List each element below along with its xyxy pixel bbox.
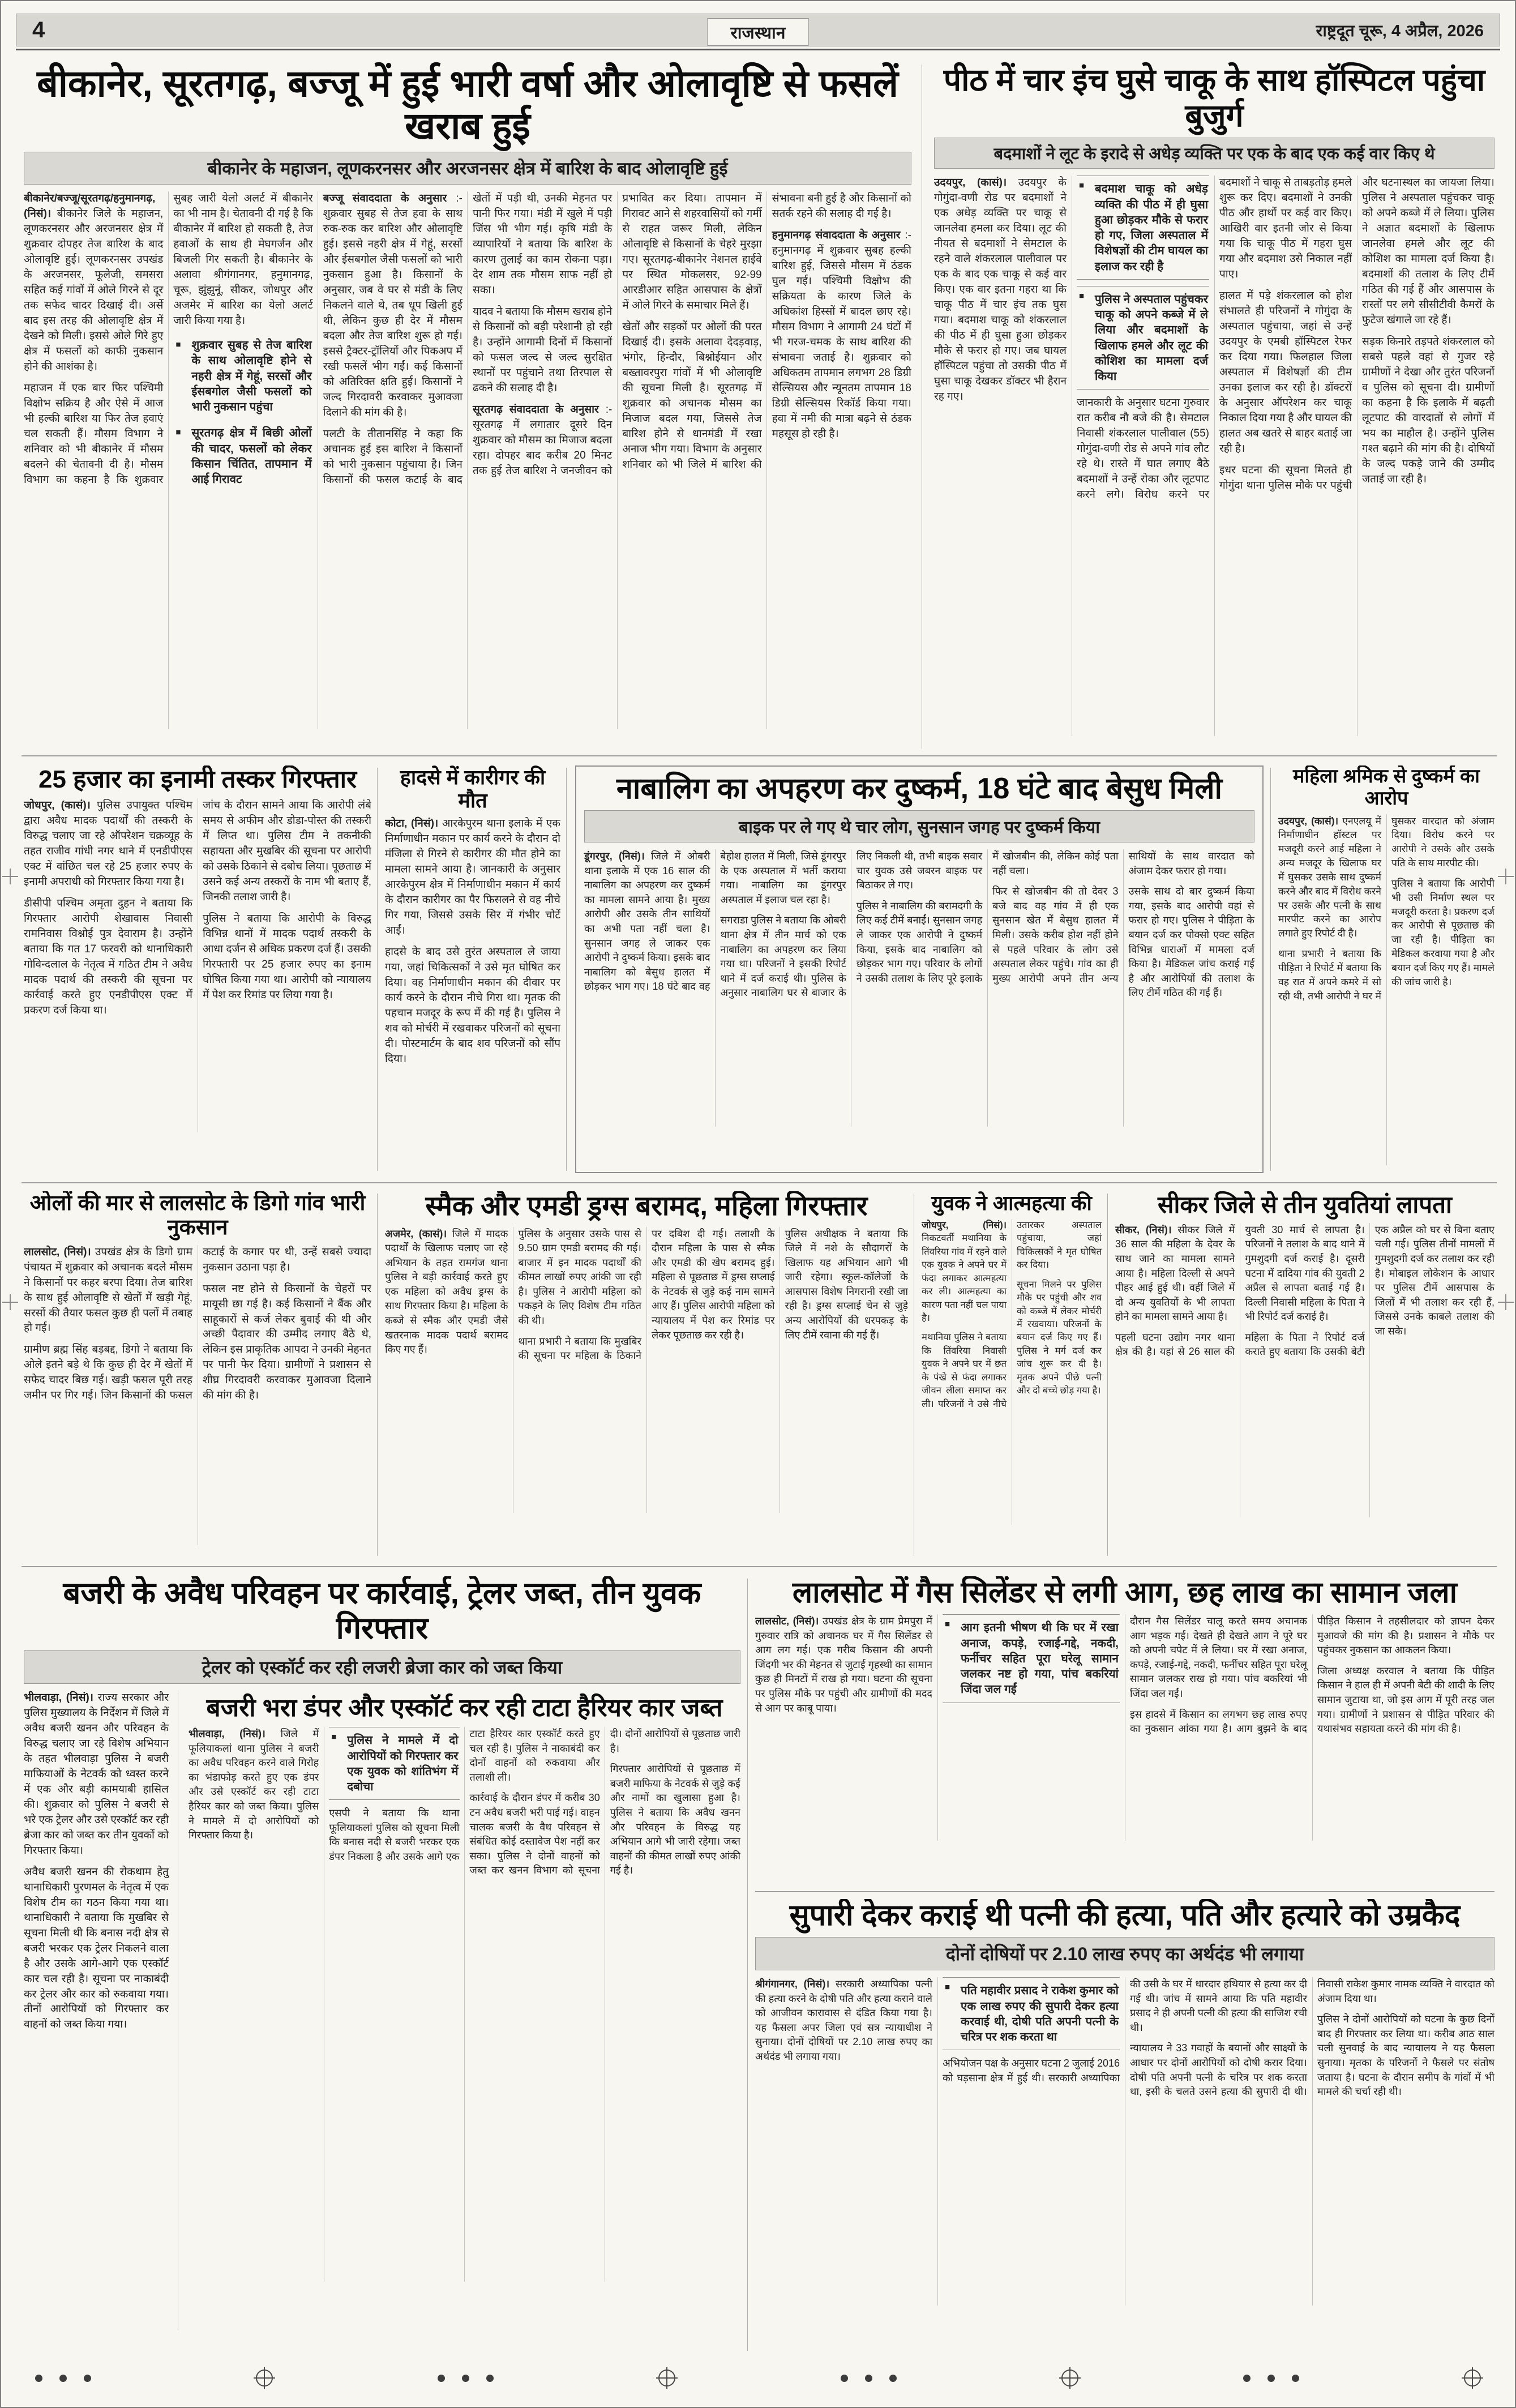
bullet-item: ■ सूरतगढ़ क्षेत्र में बिछी ओलों की चादर, फसलों को लेकर किसान चिंतित, तापमान में आई गिरावट (173, 423, 312, 489)
paragraph-text: :- सूरतगढ़ में लगातार दूसरे दिन शुक्रवार को मौसम का मिजाज बदला रहा। दोपहर बाद करीब 20 मिनट तक हुई तेज बारिश ने जनजीवन को प्रभावित कर दिया। तापमान में गिरावट आने से शहरवासियों को गर्मी से राहत जरूर मिली, लेकिन ओलावृष्टि से किसानों के चेहरे मुरझा गए। सूरतगढ़-बीकानेर नेशनल हाईवे पर स्थित मोकलसर, 92-99 आरडीआर सहित आसपास के क्षेत्रों में ओले गिरने के समाचार मिले हैं। (472, 193, 762, 477)
article-knife (934, 62, 1494, 751)
dateline: भीलवाड़ा, (निसं)। (24, 1692, 93, 1704)
article-hail-body (24, 1245, 371, 1545)
crop-mark-icon (2, 869, 18, 884)
dateline: जोधपुर, (कासं)। (24, 799, 91, 812)
body-paragraph (385, 1227, 508, 1357)
body-paragraph (772, 228, 911, 442)
article-suicide (922, 1191, 1102, 1558)
body-paragraph: थाना प्रभारी ने बताया कि मुखबिर की सूचना पर महिला के ठिकाने पर दबिश दी गई। तलाशी के दौरान महिला के पास से स्मैक और एमडी की खेप बरामद हुई। महिला से पूछताछ में ड्रग्स सप्लाई के नेटवर्क से जुड़े कई नाम सामने आए हैं। पुलिस आरोपी महिला को न्यायालय में पेश कर रिमांड पर लेकर पूछताछ कर रही है। (518, 1227, 775, 1362)
article-kidnap-headline: नाबालिग का अपहरण कर दुष्कर्म, 18 घंटे बाद बेसुध मिली (616, 772, 1222, 805)
dateline: उदयपुर, (कासं)। (1278, 815, 1339, 827)
paragraph-text: सीकर जिले में 36 साल की महिला के देवर के साथ जाने का मामला सामने आया है। महिला दिल्ली से अपने पीहर आई हुई थी। वहीं जिले में दो अन्य युवतियों के भी लापता होने का मामला सामने आया है। (1115, 1224, 1235, 1323)
article-hail (24, 1191, 371, 1558)
paragraph-text: :- शुक्रवार सुबह से तेज हवा के साथ रुक-रुक कर बारिश और ओलावृष्टि हुई। इससे नहरी क्षेत्र में गेहूं, सरसों और ईसबगोल जैसी फसलों को भारी नुकसान हुआ है। किसानों के अनुसार, जब वे घर से मंडी के लिए निकलने वाले थे, तब धूप खिली हुई थी, लेकिन कुछ ही देर में मौसम बदला और तेज बारिश शुरू हो गई। इससे ट्रैक्टर-ट्रॉलियों और पिकअप में रखी फसलें भीग गईं। कई किसानों को अतिरिक्त क्षति हुई। किसानों ने जल्द गिरदावरी करवाकर मुआवजा दिलाने की मांग की है। (323, 193, 462, 419)
paragraph-text: पुलिस उपायुक्त पश्चिम द्वारा अवैध मादक पदार्थों की तस्करी के विरुद्ध चलाए जा रहे ऑपरेशन चक्रव्यूह के तहत राजीव गांधी नगर थाने में एनडीपीएस एक्ट में वांछित चल रहे 25 हजार रुपए के इनामी अपराधी को गिरफ्तार किया गया है। (24, 799, 193, 888)
edition-dateline: राष्ट्रदूत चूरू, 4 अप्रैल, 2026 (1316, 22, 1484, 40)
article-fire-headline: लालसोट में गैस सिलेंडर से लगी आग, छह लाख का सामान जला (792, 1576, 1458, 1609)
body-paragraph: पुलिस ने बताया कि आरोपी के विरुद्ध विभिन्न थानों में मादक पदार्थ तस्करी के आधा दर्जन से अधिक प्रकरण दर्ज हैं। उसकी गिरफ्तारी पर 25 हजार रुपए का इनाम घोषित किया गया था। आरोपी को न्यायालय में पेश कर रिमांड पर लिया गया है। (203, 912, 371, 1001)
article-smuggler (24, 765, 371, 1173)
article-rain-headline: बीकानेर, सूरतगढ़, बज्जू में हुई भारी वर्षा और ओलावृष्टि से फसलें खराब हुई (37, 62, 898, 147)
body-paragraph: हादसे के बाद उसे तुरंत अस्पताल ले जाया गया, जहां चिकित्सकों ने उसे मृत घोषित कर दिया। वह निर्माणाधीन मकान की दीवार पर कार्य करने के दौरान नीचे गिरा था। मृतक की पहचान मजदूर के रूप में की गई है। पुलिस ने शव को मोर्चरी में रखवाकर परिजनों को सूचना दी। पोस्टमार्टम के बाद शव परिजनों को सौंप दिया। (385, 946, 560, 1065)
bullet-item: ■ पुलिस ने अस्पताल पहुंचकर चाकू को अपने कब्जे में ले लिया और बदमाशों के खिलाफ हमले और लूट की कोशिश का मामला दर्ज किया (1077, 286, 1209, 390)
body-paragraph: इधर घटना की सूचना मिलते ही गोगुंदा थाना पुलिस मौके पर पहुंची और घटनास्थल का जायजा लिया। पुलिस ने अस्पताल पहुंचकर चाकू को अपने कब्जे में ले लिया। पुलिस ने अज्ञात बदमाशों के खिलाफ जानलेवा हमले और लूट की कोशिश का मामला दर्ज किया है। बदमाशों की तलाश के लिए टीमें गठित की गई हैं और आसपास के रास्तों पर लगे सीसीटीवी कैमरों के फुटेज खंगाले जा रहे हैं। (1219, 177, 1494, 491)
body-paragraph: सड़क किनारे तड़पते शंकरलाल को सबसे पहले वहां से गुजर रहे ग्रामीणों ने देखा और तुरंत परिजनों व पुलिस को सूचना दी। ग्रामीणों का कहना है कि इलाके में बढ़ती लूटपाट की वारदातों से लोगों में भय का माहौल है। उन्होंने पुलिस गश्त बढ़ाने की मांग की है। दोषियों के जल्द पकड़े जाने की उम्मीद जताई जा रही है। (1362, 336, 1494, 485)
article-hail-headline: ओलों की मार से लालसोट के डिगो गांव भारी नुकसान (29, 1191, 366, 1240)
article-rain-body (24, 191, 911, 729)
paragraph-text: उदयपुर के गोगुंदा-वणी रोड पर बदमाशों ने एक अधेड़ व्यक्ति पर चाकू से जानलेवा हमला कर दिया। लूट की नीयत से बदमाशों ने सेमटाल के रहने वाले शंकरलाल पालीवाल पर एक के बाद एक चाकू से कई वार किए। एक वार इतना गहरा था कि चाकू पीठ में चार इंच तक घुस गया। बदमाश चाकू को शंकरलाल की पीठ में ही घुसा हुआ छोड़कर मौके से फरार हो गए। जब घायल हॉस्पिटल पहुंचा तो उसकी पीठ में घुसा चाकू देखकर डॉक्टर भी हैरान रह गए। (934, 177, 1067, 403)
print-dots-icon (35, 2375, 91, 2382)
article-accident-body (385, 816, 560, 1162)
print-dots-icon (1243, 2375, 1299, 2382)
dateline: सीकर, (निसं)। (1115, 1224, 1172, 1235)
article-kidnap (575, 765, 1264, 1173)
bullet-item: ■ पति महावीर प्रसाद ने राकेश कुमार को एक लाख रुपए की सुपारी देकर हत्या करवाई थी, दोषी पति अपनी पत्नी के चरित्र पर शक करता था (943, 1977, 1120, 2050)
article-gravel-sub-article (189, 1691, 740, 2330)
divider (22, 1182, 1497, 1183)
dateline: बीकानेर/बज्जू/सूरतगढ़/हनुमानगढ़, (निसं)। (24, 193, 156, 220)
article-gravel-sub-body (189, 1727, 740, 2282)
crop-mark-icon (1498, 869, 1514, 884)
registration-mark-icon (1061, 2369, 1078, 2386)
body-paragraph: पुलिस ने बताया कि आरोपी भी उसी निर्माण स्थल पर मजदूरी करता है। प्रकरण दर्ज कर आरोपी से पूछताछ की जा रही है। पीड़िता का मेडिकल करवाया गया है और बयान दर्ज किए गए हैं। मामले की जांच जारी है। (1391, 877, 1494, 987)
body-paragraph: थाना प्रभारी ने बताया कि पीड़िता ने रिपोर्ट में बताया कि वह रात में अपने कमरे में सो रही थी, तभी आरोपी ने घर में घुसकर वारदात को अंजाम दिया। विरोध करने पर आरोपी ने उसके और उसके पति के साथ मारपीट की। (1278, 815, 1494, 1002)
body-paragraph (323, 191, 462, 421)
body-paragraph: यादव ने बताया कि मौसम खराब होने से किसानों को बड़ी परेशानी हो रही है। उन्होंने आगामी दिनों में किसानों को फसल जल्द से जल्द सुरक्षित स्थानों पर पहुंचाने तथा तिरपाल से ढकने की सलाह दी है। (472, 306, 613, 395)
article-labourer-headline: महिला श्रमिक से दुष्कर्म का आरोप (1293, 765, 1480, 809)
article-missing (1115, 1191, 1494, 1558)
article-rain-kicker: बीकानेर के महाजन, लूणकरनसर और अरजनसर क्षेत्र में बारिश के बाद ओलावृष्टि हुई (24, 152, 911, 185)
bullet-item: ■ पुलिस ने मामले में दो आरोपियों को गिरफ्तार कर एक युवक को शांतिभंग में दबोचा (329, 1727, 459, 1800)
body-paragraph (934, 176, 1067, 405)
crop-mark-icon (2, 1294, 18, 1310)
dateline: श्रीगंगानगर, (निसं)। (755, 1978, 830, 1990)
bullet-item: ■ शुक्रवार सुबह से तेज बारिश के साथ ओलावृष्टि होने से नहरी क्षेत्र में गेहूं, सरसों और ईसबगोल जैसी फसलों को भारी नुकसान पहुंचा (173, 335, 312, 417)
correspondent-subhead: बज्जू संवाददाता के अनुसार (323, 193, 447, 205)
masthead-bar (16, 14, 1500, 46)
body-paragraph: पुलिस के अनुसार उसके पास से 9.50 ग्राम एमडी बरामद की गई। बाजार में इन मादक पदार्थों की कीमत लाखों रुपए आंकी जा रही है। पुलिस ने आरोपी महिला को पकड़ने के लिए विशेष टीम गठित की थी। (518, 1227, 641, 1326)
body-paragraph: महिला के पिता ने रिपोर्ट दर्ज कराते हुए बताया कि उसकी बेटी एक अप्रैल को घर से बिना बताए चली गई। पुलिस तीनों मामलों में गुमशुदगी दर्ज कर तलाश कर रही है। मोबाइल लोकेशन के आधार पर पुलिस टीमें आसपास के जिलों में भी तलाश कर रही हैं, जिससे उनके काबले तलाश की जा सके। (1245, 1224, 1494, 1358)
body-paragraph: गिरफ्तार आरोपियों से पूछताछ में बजरी माफिया के नेटवर्क से जुड़े कई और नामों का खुलासा हुआ है। पुलिस ने बताया कि अवैध खनन और परिवहन के विरुद्ध यह अभियान आगे भी जारी रहेगा। जब्त वाहनों की कीमत लाखों रुपए आंकी गई है। (610, 1763, 740, 1876)
dateline: जोधपुर, (निसं)। (922, 1220, 1007, 1231)
body-paragraph (24, 1245, 192, 1337)
article-missing-headline: सीकर जिले से तीन युवतियां लापता (1158, 1191, 1452, 1218)
body-paragraph: कार्रवाई के दौरान डंपर में करीब 30 टन अवैध बजरी भरी पाई गई। वाहन चालक बजरी के वैध परिवहन से संबंधित कोई दस्तावेज पेश नहीं कर सका। पुलिस ने दोनों वाहनों को जब्त कर खनन विभाग को सूचना दी। दोनों आरोपियों से पूछताछ जारी है। (469, 1728, 740, 1876)
dateline: उदयपुर, (कासं)। (934, 177, 1007, 189)
body-paragraph: पहली घटना उद्योग नगर थाना क्षेत्र की है। यहां से 26 साल की युवती 30 मार्च से लापता है। परिजनों ने तलाश के बाद थाने में गुमशुदगी दर्ज कराई है। दूसरी घटना में दादिया गांव की युवती 2 अप्रैल से लापता बताई गई है। दिल्ली निवासी महिला के पिता ने भी रिपोर्ट दर्ज कराई है। (1115, 1224, 1365, 1358)
article-gravel-sub-headline: बजरी भरा डंपर और एस्कॉर्ट कर रही टाटा हैरियर कार जब्त (206, 1694, 723, 1722)
registration-mark-icon (256, 2369, 273, 2386)
divider (377, 1194, 378, 1556)
divider (22, 1566, 1497, 1567)
paragraph-text: :- हनुमानगढ़ में शुक्रवार सुबह हल्की बारिश हुई, जिससे मौसम में ठंडक घुल गई। पश्चिमी विक्षोभ की सक्रियता के कारण जिले के अधिकांश हिस्सों में बादल छाए रहे। मौसम विभाग ने आगामी 24 घंटों में भी गरज-चमक के साथ बारिश की संभावना जताई है। शुक्रवार को अधिकतम तापमान लगभग 28 डिग्री सेल्सियस और न्यूनतम तापमान 18 डिग्री सेल्सियस रिकॉर्ड किया गया। हवा में नमी की मात्रा बढ़ने से ठंडक महसूस हो रही है। (772, 229, 911, 440)
body-paragraph (385, 816, 560, 939)
article-accident-headline: हादसे में कारीगर की मौत (400, 765, 546, 812)
article-labourer (1278, 765, 1494, 1173)
paragraph-text: सरकारी अध्यापिका पत्नी की हत्या करने के दोषी पति और हत्या कराने वाले को आजीवन कारावास से दंडित किया गया है। यह फैसला अपर जिला एवं सत्र न्यायाधीश ने सुनाया। दोनों दोषियों पर 2.10 लाख रुपए का अर्थदंड भी लगाया गया। (755, 1978, 932, 2062)
body-paragraph: एसपी ने बताया कि थाना फूलियाकलां पुलिस को सूचना मिली कि बनास नदी से बजरी भरकर एक डंपर निकला है और उसके आगे एक टाटा हैरियर कार एस्कॉर्ट करते हुए चल रही है। पुलिस ने नाकाबंदी कर दोनों वाहनों को रुकवाया और तलाशी ली। (329, 1728, 600, 1862)
divider (1270, 768, 1271, 1171)
article-drugs (385, 1191, 908, 1558)
bullet-item: ■ बदमाश चाकू को अधेड़ व्यक्ति की पीठ में ही घुसा हुआ छोड़कर मौके से फरार हो गए, जिला अस्पताल में विशेषज्ञों की टीम घायल का इलाज कर रही है (1077, 176, 1209, 280)
paragraph-text: जिले में ओबरी थाना इलाके में एक 16 साल की नाबालिग का अपहरण कर दुष्कर्म का मामला सामने आया है। मुख्य आरोपी और उसके तीन साथियों का अभी पता नहीं चला है। सुनसान जगह ले जाकर एक आरोपी ने दुष्कर्म किया। इसके बाद नाबालिग को बेसुध हालत में छोड़कर भाग गए। 18 घंटे बाद वह बेहोश हालत में मिली, जिसे डूंगरपुर के एक अस्पताल में भर्ती कराया गया। नाबालिग का डूंगरपुर अस्पताल में इलाज चल रहा है। (584, 850, 846, 993)
body-paragraph (24, 798, 192, 890)
print-dots-icon (438, 2375, 494, 2382)
body-paragraph (189, 1727, 319, 1842)
body-paragraph: उसके साथ दो बार दुष्कर्म किया गया, इसके बाद आरोपी वहां से फरार हो गए। पुलिस ने पीड़िता के बयान दर्ज कर पोक्सो एक्ट सहित विभिन्न धाराओं में मामला दर्ज किया है। मेडिकल जांच कराई गई है और आरोपियों की तलाश के लिए टीमें गठित की गई हैं। (1128, 886, 1254, 999)
registration-mark-icon (1464, 2369, 1481, 2386)
divider (22, 755, 1497, 756)
body-paragraph: जांच के दौरान सामने आया कि आरोपी लंबे समय से अफीम और डोडा-पोस्त की तस्करी में लिप्त था। पुलिस टीम ने तकनीकी सहायता और मुखबिर की सूचना पर आरोपी को उसके ठिकाने से दबोच लिया। पूछताछ में उसने कई अन्य तस्करों के नाम भी बताए हैं, जिनकी तलाश जारी है। (203, 799, 371, 903)
body-paragraph: डीसीपी पश्चिम अमृता दुहन ने बताया कि गिरफ्तार आरोपी शेखावास निवासी रामनिवास विश्नोई पुत्र देवाराम है। उन्होंने बताया कि गत 17 फरवरी को थानाधिकारी गोविन्दलाल के नेतृत्व में गठित टीम ने अवैध मादक पदार्थ की तस्करी की सूचना पर कार्रवाई करते हुए एनडीपीएस एक्ट में प्रकरण दर्ज किया था। (24, 897, 192, 1016)
article-gravel (24, 1576, 740, 2353)
article-drugs-body (385, 1227, 908, 1513)
article-accident (385, 765, 560, 1173)
body-paragraph: फसल नष्ट होने से किसानों के चेहरों पर मायूसी छा गई है। कई किसानों ने बैंक और साहूकारों से कर्ज लेकर बुवाई की थी और अच्छी पैदावार की उम्मीद लगाए बैठे थे, लेकिन इस प्राकृतिक आपदा ने उनकी मेहनत पर पानी फेर दिया। ग्रामीणों ने प्रशासन से शीघ्र गिरदावरी करवाकर मुआवजा दिलाने की मांग की है। (203, 1282, 371, 1402)
body-paragraph: सूचना मिलने पर पुलिस मौके पर पहुंची और शव को कब्जे में लेकर मोर्चरी में रखवाया। परिजनों के बयान दर्ज किए गए हैं। पुलिस ने मर्ग दर्ज कर जांच शुरू कर दी है। मृतक अपने पीछे पत्नी और दो बच्चे छोड़ गया है। (1017, 1279, 1102, 1396)
body-paragraph: मथानिया पुलिस ने बताया कि तिंवरिया निवासी युवक ने अपने घर में छत के पंखे से फंदा लगाकर जीवन लीला समाप्त कर ली। परिजनों ने उसे नीचे उतारकर अस्पताल पहुंचाया, जहां चिकित्सकों ने मृत घोषित कर दिया। (922, 1220, 1102, 1409)
article-smuggler-body (24, 798, 371, 1132)
body-paragraph (755, 1977, 932, 2064)
body-paragraph: महाजन में एक बार फिर पश्चिमी विक्षोभ सक्रिय है और ऐसे में आज भी हल्की बारिश या फिर तेज हवाएं चल सकती हैं। मौसम विभाग ने शनिवार को भी बीकानेर में मौसम बदलने की चेतावनी दी है। मौसम विभाग का कहना है कि शुक्रवार सुबह जारी येलो अलर्ट में बीकानेर का भी नाम है। चेतावनी दी गई है कि बीकानेर में बारिश हो सकती है, तेज हवाओं के साथ ही मेघगर्जन और बिजली गिर सकती है। बीकानेर के अलावा श्रीगंगानगर, हनुमानगढ़, चूरू, झुंझुनूं, सीकर, जोधपुर और अजमेर में बारिश का येलो अलर्ट जारी किया गया है। (24, 193, 313, 486)
article-drugs-headline: स्मैक और एमडी ड्रग्स बरामद, महिला गिरफ्तार (425, 1191, 868, 1221)
divider (377, 768, 378, 1171)
dateline: कोटा, (निसं)। (385, 818, 439, 830)
article-murder-body (755, 1977, 1494, 2306)
correspondent-subhead: सूरतगढ़ संवाददाता के अनुसार (472, 404, 599, 416)
body-paragraph: सगराडा पुलिस ने बताया कि ओबरी थाना क्षेत्र में तीन मार्च को एक नाबालिग का अपहरण कर लिया गया था। परिजनों ने इसकी रिपोर्ट थाने में दर्ज कराई थी। पुलिस के अनुसार नाबालिग घर से बाजार के लिए निकली थी, तभी बाइक सवार चार युवक उसे जबरन बाइक पर बिठाकर ले गए। (720, 850, 983, 999)
body-paragraph: अवैध बजरी खनन की रोकथाम हेतु थानाधिकारी पुरणमल के नेतृत्व में एक विशेष टीम का गठन किया गया था। थानाधिकारी ने बताया कि मुखबिर से सूचना मिली थी कि बनास नदी क्षेत्र से बजरी भरकर एक ट्रेलर निकलने वाला है और उसके आगे-आगे एक एस्कॉर्ट कार चल रही है। सूचना पर नाकाबंदी कर ट्रेलर और कार को रुकवाया गया। तीनों आरोपियों को गिरफ्तार कर वाहनों को जब्त किया गया। (24, 1866, 169, 2031)
article-murder (755, 1899, 1494, 2352)
article-rain (24, 62, 911, 751)
crop-mark-icon (1498, 1294, 1514, 1310)
dateline: भीलवाड़ा, (निसं)। (189, 1728, 265, 1740)
dateline: अजमेर, (कासं)। (385, 1227, 447, 1239)
article-suicide-body (922, 1219, 1102, 1525)
article-knife-body (934, 176, 1494, 736)
body-paragraph: अभियोजन पक्ष के अनुसार घटना 2 जुलाई 2016 को घड़साना क्षेत्र में हुई थी। सरकारी अध्यापिका की उसी के घर में धारदार हथियार से हत्या कर दी गई थी। जांच में सामने आया कि पति महावीर प्रसाद ने ही अपनी पत्नी की हत्या की साजिश रची थी। (943, 1978, 1307, 2084)
body-paragraph: हालत में पड़े शंकरलाल को होश संभालते ही परिजनों ने गोगुंदा के अस्पताल पहुंचाया, जहां से उन्हें उदयपुर के एमबी हॉस्पिटल रेफर कर दिया गया। फिलहाल जिला अस्पताल में विशेषज्ञों की टीम उनका इलाज कर रही है। डॉक्टरों के अनुसार ऑपरेशन कर चाकू निकाल दिया गया है और घायल की हालत अब खतरे से बाहर बताई जा रही है। (1219, 290, 1352, 455)
body-paragraph: न्यायालय ने 33 गवाहों के बयानों और साक्ष्यों के आधार पर दोनों आरोपियों को दोषी करार दिया। दोषी पति अपनी पत्नी के चरित्र पर शक करता था, इसी के चलते उसने हत्या की सुपारी दी थी। निवासी राकेश कुमार नामक व्यक्ति ने वारदात को अंजाम दिया था। (1130, 1978, 1494, 2098)
article-knife-kicker: बदमाशों ने लूट के इरादे से अधेड़ व्यक्ति पर एक के बाद एक कई वार किए थे (934, 138, 1494, 169)
paragraph-text: एनएलयू में निर्माणाधीन हॉस्टल पर मजदूरी करने आई महिला ने अन्य मजदूर के खिलाफ घर में घुसकर उसके साथ दुष्कर्म करने और बाद में विरोध करने पर उसके और पत्नी के साथ मारपीट करने का आरोप लगाते हुए रिपोर्ट दी है। (1278, 815, 1381, 939)
paragraph-text: राज्य सरकार और पुलिस मुख्यालय के निर्देशन में जिले में अवैध बजरी खनन और परिवहन के विरुद्ध चलाए जा रहे विशेष अभियान के तहत भीलवाड़ा पुलिस ने बजरी माफियाओं के नेटवर्क को ध्वस्त करने में एक और बड़ी कामयाबी हासिल की। शुक्रवार को पुलिस ने बजरी से भरे एक ट्रेलर और उसे एस्कॉर्ट कर रही ब्रेजा कार को जब्त कर तीन युवकों को गिरफ्तार किया। (24, 1692, 169, 1857)
article-kidnap-kicker: बाइक पर ले गए थे चार लोग, सुनसान जगह पर दुष्कर्म किया (584, 810, 1254, 842)
section-title: राजस्थान (708, 18, 809, 46)
paragraph-text: आरकेपुरम थाना इलाके में एक निर्माणाधीन मकान पर कार्य करने के दौरान दो मंजिला से गिरने से कारीगर की मौत होने का मामला सामने आया है। जानकारी के अनुसार आरकेपुरम क्षेत्र में निर्माणाधीन मकान में कार्य के दौरान कारीगर का पैर फिसलने से वह नीचे गिर गया, जिससे उसके सिर में गंभीर चोटें आईं। (385, 818, 560, 936)
paragraph-text: जिले में मादक पदार्थों के खिलाफ चलाए जा रहे अभियान के तहत रामगंज थाना पुलिस ने बड़ी कार्रवाई करते हुए एक महिला को अवैध ड्रग्स के साथ गिरफ्तार किया है। महिला के कब्जे से स्मैक और एमडी जैसे खतरनाक मादक पदार्थ बरामद किए गए हैं। (385, 1227, 508, 1355)
bullet-item: ■ आग इतनी भीषण थी कि घर में रखा अनाज, कपड़े, रजाई-गद्दे, नकदी, फर्नीचर सहित पूरा घरेलू सामान जलकर नष्ट हो गया, पांच बकरियां जिंदा जल गईं (943, 1614, 1120, 1703)
registration-mark-icon (658, 2369, 675, 2386)
article-fire (755, 1576, 1494, 1887)
article-gravel-body (24, 1691, 740, 2330)
article-suicide-headline: युवक ने आत्महत्या की (931, 1191, 1092, 1214)
body-paragraph: जानकारी के अनुसार घटना गुरुवार रात करीब नौ बजे की है। सेमटाल निवासी शंकरलाल पालीवाल (55) गोगुंदा-वणी रोड से अपने गांव लौट रहे थे। रास्ते में घात लगाए बैठे बदमाशों ने उन्हें रोका और लूटपाट करने लगे। विरोध करने पर बदमाशों ने चाकू से ताबड़तोड़ हमले शुरू कर दिए। बदमाशों ने उनकी पीठ और हाथों पर कई वार किए। आखिरी वार इतनी जोर से किया गया कि चाकू पीठ में गहरा घुस गया और बदमाश उसे निकाल नहीं पाए। (1077, 177, 1352, 501)
article-gravel-left-column (24, 1691, 178, 2330)
divider (747, 1579, 748, 2351)
body-paragraph: फिर से खोजबीन की तो देवर 3 बजे बाद वह गांव में ही एक सुनसान खेत में बेसुध हालत में मिली। उसके करीब होश नहीं होने से पहले परिवार के लोग उसे अस्पताल लेकर पहुंचे। गांव का ही मुख्य आरोपी अपने तीन अन्य साथियों के साथ वारदात को अंजाम देकर फरार हो गया। (992, 850, 1254, 984)
paragraph-text: बीकानेर जिले के महाजन, लूणकरनसर और अरजनसर क्षेत्र में शुक्रवार दोपहर तेज बारिश के बाद ओलावृष्टि हुई। लूणकरनसर उपखंड के अरजनसर, फूलेजी, समसरा सहित कई गांवों में ओले गिरने से दूर तक सफेद चादर दिखाई दी। अर्से बाद इस तरह की ओलावृष्टि क्षेत्र में देखने को मिली। इससे ओले गिरे हुए क्षेत्र में फसलों को काफी नुकसान होने की आशंका है। (24, 208, 164, 373)
paragraph-text: उपखंड क्षेत्र के ग्राम प्रेमपुरा में गुरुवार रात्रि को अचानक घर में गैस सिलेंडर से आग लग गई। एक गरीब किसान की अपनी जिंदगी भर की मेहनत से जुटाई गृहस्थी का सामान कुछ ही मिनटों में राख हो गया। घटना की सूचना पर पुलिस मौके पर पहुंची और ग्रामीणों की मदद से आग पर काबू पाया। (755, 1615, 932, 1714)
body-paragraph: दौरान गैस सिलेंडर चालू करते समय अचानक आग भड़क गई। देखते ही देखते आग ने पूरे घर को अपनी चपेट में ले लिया। घर में रखा अनाज, कपड़े, रजाई-गद्दे, नकदी, फर्नीचर सहित पूरा घरेलू सामान जलकर राख हो गया। पांच बकरियां भी जिंदा जल गईं। (1130, 1615, 1307, 1699)
body-paragraph: इस हादसे में किसान का लगभग छह लाख रुपए का नुकसान आंका गया है। आग बुझने के बाद पीड़ित किसान ने तहसीलदार को ज्ञापन देकर मुआवजे की मांग की है। प्रशासन ने मौके पर पहुंचकर नुकसान का आकलन किया। (1130, 1615, 1494, 1735)
article-smuggler-headline: 25 हजार का इनामी तस्कर गिरफ्तार (38, 765, 357, 793)
body-paragraph (1115, 1223, 1235, 1324)
masthead-rule (16, 49, 1500, 50)
article-gravel-kicker: ट्रेलर को एस्कॉर्ट कर रही लजरी ब्रेजा कार को जब्त किया (24, 1650, 740, 1684)
divider (755, 1891, 1494, 1892)
body-paragraph (24, 1691, 169, 1859)
article-missing-body (1115, 1223, 1494, 1517)
article-labourer-body (1278, 814, 1494, 1165)
paragraph-text: जिले में फूलियाकलां थाना पुलिस ने बजरी का अवैध परिवहन करने वाले गिरोह का भंडाफोड़ करते हुए एक डंपर और उसे एस्कॉर्ट कर रही टाटा हैरियर कार को जब्त किया। पुलिस ने मामले में दो आरोपियों को गिरफ्तार किया है। (189, 1728, 319, 1841)
body-paragraph: पुलिस ने दोनों आरोपियों को घटना के कुछ दिनों बाद ही गिरफ्तार कर लिया था। करीब आठ साल चली सुनवाई के बाद न्यायालय ने यह फैसला सुनाया। मृतका के परिजनों ने फैसले पर संतोष जताया है। घटना के दौरान समीप के गांवों में भी मामले की चर्चा रही थी। (1317, 2013, 1494, 2098)
dateline: डूंगरपुर, (निसं)। (584, 850, 645, 862)
article-murder-headline: सुपारी देकर कराई थी पत्नी की हत्या, पति और हत्यारे को उम्रकैद (789, 1899, 1461, 1932)
correspondent-subhead: हनुमानगढ़ संवाददाता के अनुसार (772, 229, 901, 242)
body-paragraph: खेतों और सड़कों पर ओलों की परत दिखाई दी। इसके अलावा देदड़वाड़, भंगोर, हिन्दौर, बिश्नोईयान और बख्तावरपुरा गांवों में भी ओलावृष्टि की सूचना मिली है। सूरतगढ़ में शुक्रवार को अचानक मौसम का मिजाज बदल गया, जिससे तेज बारिश होने से धानमंडी में रखा अनाज भीग गया। विभाग के अनुसार शनिवार को भी जिले में बारिश की संभावना बनी हुई है और किसानों को सतर्क रहने की सलाह दी गई है। (622, 193, 911, 471)
body-paragraph: जिला अध्यक्ष करवाल ने बताया कि पीड़ित किसान ने हाल ही में अपनी बेटी की शादी के लिए सामान जुटाया था, जो इस आग में पूरी तरह जल गया। ग्रामीणों ने प्रशासन से पीड़ित परिवार की यथासंभव सहायता करने की मांग की है। (1317, 1665, 1494, 1735)
paragraph-text: निकटवर्ती मथानिया के तिंवरिया गांव में रहने वाले एक युवक ने अपने घर में फंदा लगाकर आत्महत्या कर ली। आत्महत्या का कारण पता नहीं चल पाया है। (922, 1233, 1007, 1323)
divider (1107, 1194, 1108, 1556)
body-paragraph (24, 191, 163, 375)
article-knife-headline: पीठ में चार इंच घुसे चाकू के साथ हॉस्पिटल पहुंचा बुजुर्ग (943, 62, 1485, 133)
dateline: लालसोट, (निसं)। (755, 1615, 819, 1627)
divider (566, 768, 567, 1171)
paragraph-text: उपखंड क्षेत्र के डिगो ग्राम पंचायत में शुक्रवार को अचानक बदले मौसम ने किसानों पर कहर बरपा दिया। तेज बारिश के साथ हुई ओलावृष्टि से खेतों में खड़ी गेहूं, सरसों की तैयार फसल कुछ ही पलों में तबाह हो गई। (24, 1246, 192, 1335)
body-paragraph: पलटी के तीतानसिंह ने कहा कि अचानक हुई इस बारिश ने किसानों को भारी नुकसान पहुंचाया है। जिन किसानों की फसल कटाई के बाद खेतों में पड़ी थी, उनकी मेहनत पर पानी फिर गया। मंडी में खुले में पड़ी जिंस भी भीग गई। कृषि मंडी के व्यापारियों ने बताया कि बारिश के कारण तुलाई का काम रोकना पड़ा। देर शाम तक मौसम साफ नहीं हो सका। (323, 193, 613, 486)
body-paragraph: ग्रामीण ब्रह्म सिंह बड़बद्द, डिगो ने बताया कि ओले इतने बड़े थे कि कुछ ही देर में खेतों में सफेद चादर बिछ गई। खड़ी फसल पूरी तरह जमीन पर गिर गई। जिन किसानों की फसल कटाई के कगार पर थी, उन्हें सबसे ज्यादा नुकसान उठाना पड़ा है। (24, 1246, 371, 1402)
body-paragraph: पुलिस अधीक्षक ने बताया कि जिले में नशे के सौदागरों के खिलाफ यह अभियान आगे भी जारी रहेगा। स्कूल-कॉलेजों के आसपास विशेष निगरानी रखी जा रही है। ड्रग्स सप्लाई चेन से जुड़े अन्य आरोपियों की धरपकड़ के लिए टीमें रवाना की गई हैं। (785, 1227, 908, 1341)
page-number: 4 (32, 17, 45, 42)
body-paragraph: पुलिस ने नाबालिग की बरामदगी के लिए कई टीमें बनाईं। सुनसान जगह ले जाकर एक आरोपी ने दुष्कर्म किया, इसके बाद नाबालिग को छोड़कर भाग गए। परिवार के लोगों ने उसकी तलाश के लिए पूरे इलाके में खोजबीन की, लेकिन कोई पता नहीं चला। (856, 850, 1119, 984)
footer-registration-strip (35, 2367, 1481, 2389)
article-murder-kicker: दोनों दोषियों पर 2.10 लाख रुपए का अर्थदंड भी लगाया (755, 1937, 1494, 1970)
article-gravel-headline: बजरी के अवैध परिवहन पर कार्रवाई, ट्रेलर जब्त, तीन युवक गिरफ्तार (63, 1576, 701, 1645)
article-fire-body (755, 1614, 1494, 1841)
body-paragraph (755, 1614, 932, 1716)
article-kidnap-body (584, 849, 1254, 1127)
body-paragraph (922, 1219, 1007, 1325)
dateline: लालसोट, (निसं)। (24, 1246, 91, 1258)
body-paragraph (1278, 814, 1381, 941)
print-dots-icon (841, 2375, 897, 2382)
